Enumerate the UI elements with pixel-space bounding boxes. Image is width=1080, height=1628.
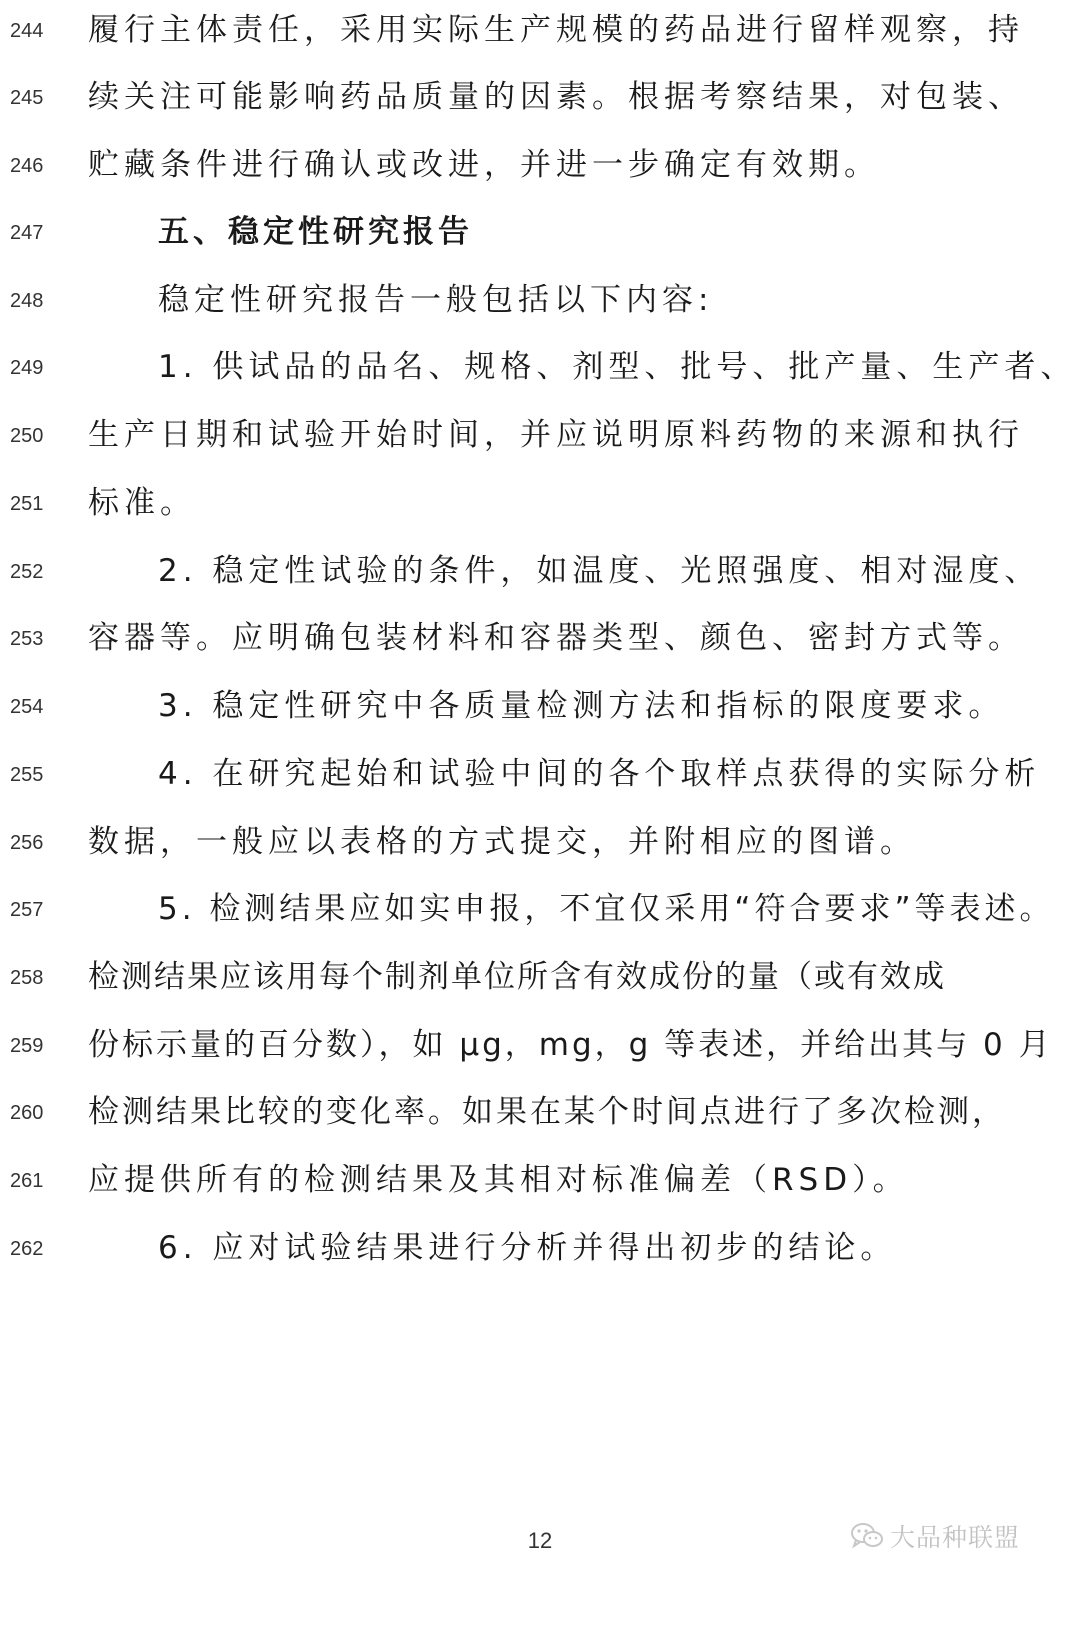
text-line-249 [0, 337, 1080, 401]
watermark-text: 大品种联盟 [890, 1523, 1021, 1552]
line-number: 259 [10, 1035, 44, 1057]
line-number: 257 [10, 899, 44, 921]
line-text: 容器等。应明确包装材料和容器类型、颜色、密封方式等。 [88, 620, 1024, 656]
line-number: 244 [10, 20, 44, 42]
line-text: 份标示量的百分数），如 μg，mg，g 等表述，并给出其与 0 月 [88, 1027, 1053, 1063]
list-item-4: 4. 在研究起始和试验中间的各个取样点获得的实际分析 [158, 756, 1041, 792]
line-text: 稳定性研究报告一般包括以下内容: [158, 282, 714, 318]
list-item-3: 3. 稳定性研究中各质量检测方法和指标的限度要求。 [158, 688, 1005, 724]
text-line-251 [0, 473, 1080, 537]
text-line-259 [0, 1015, 1080, 1079]
text-line-244 [0, 0, 1080, 64]
line-number: 246 [10, 155, 44, 177]
text-line-253 [0, 608, 1080, 672]
text-line-246 [0, 135, 1080, 199]
line-text: 应提供所有的检测结果及其相对标准偏差（RSD）。 [88, 1162, 909, 1198]
list-item-5: 5. 检测结果应如实申报，不宜仅采用“符合要求”等表述。 [158, 891, 1055, 927]
line-number: 254 [10, 696, 44, 718]
list-item-2: 2. 稳定性试验的条件，如温度、光照强度、相对湿度、 [158, 553, 1041, 589]
text-line-257 [0, 879, 1080, 943]
text-line-252 [0, 541, 1080, 605]
line-number: 258 [10, 967, 44, 989]
line-number: 249 [10, 357, 44, 379]
line-text: 检测结果比较的变化率。如果在某个时间点进行了多次检测， [88, 1094, 1006, 1130]
line-number: 255 [10, 764, 44, 786]
list-item-6: 6. 应对试验结果进行分析并得出初步的结论。 [158, 1230, 897, 1266]
text-line-254 [0, 676, 1080, 740]
text-line-245 [0, 67, 1080, 131]
section-heading: 五、稳定性研究报告 [158, 214, 473, 250]
text-line-255 [0, 744, 1080, 808]
text-line-256 [0, 812, 1080, 876]
text-line-248 [0, 270, 1080, 334]
text-line-247 [0, 202, 1080, 266]
line-number: 261 [10, 1170, 44, 1192]
text-line-261 [0, 1150, 1080, 1214]
list-item-1: 1. 供试品的品名、规格、剂型、批号、批产量、生产者、 [158, 349, 1077, 385]
wechat-icon [850, 1521, 884, 1551]
text-line-260 [0, 1082, 1080, 1146]
line-number: 253 [10, 628, 44, 650]
line-text: 履行主体责任，采用实际生产规模的药品进行留样观察，持 [88, 12, 1024, 48]
line-text: 贮藏条件进行确认或改进，并进一步确定有效期。 [88, 147, 880, 183]
text-line-250 [0, 405, 1080, 469]
line-text: 数据，一般应以表格的方式提交，并附相应的图谱。 [88, 824, 916, 860]
line-number: 245 [10, 87, 44, 109]
line-text: 续关注可能影响药品质量的因素。根据考察结果，对包装、 [88, 79, 1024, 115]
text-line-262 [0, 1218, 1080, 1282]
line-number: 251 [10, 493, 44, 515]
page-number: 12 [527, 1528, 553, 1553]
watermark [850, 1516, 1020, 1556]
line-number: 252 [10, 561, 44, 583]
line-text: 标准。 [88, 485, 196, 521]
line-number: 248 [10, 290, 44, 312]
line-number: 250 [10, 425, 44, 447]
line-text: 生产日期和试验开始时间，并应说明原料药物的来源和执行 [88, 417, 1024, 453]
line-number: 247 [10, 222, 44, 244]
line-number: 256 [10, 832, 44, 854]
line-number: 262 [10, 1238, 44, 1260]
text-line-258 [0, 947, 1080, 1011]
line-text: 检测结果应该用每个制剂单位所含有效成份的量（或有效成 [88, 959, 946, 995]
line-number: 260 [10, 1102, 44, 1124]
